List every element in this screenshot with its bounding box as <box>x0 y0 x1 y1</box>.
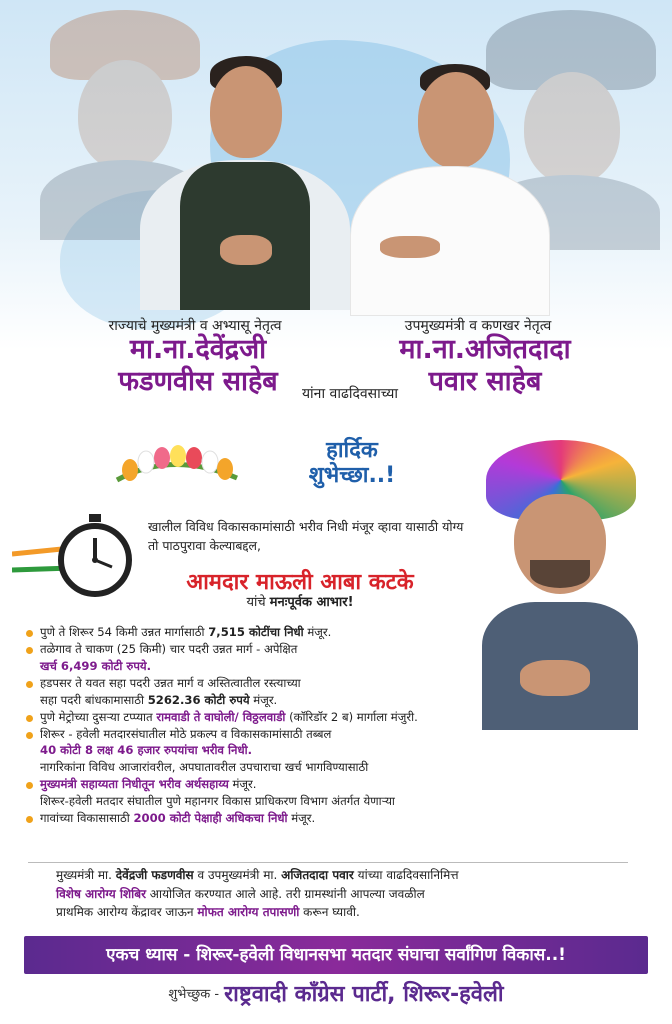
list-item: पुणे ते शिरूर 54 किमी उन्नत मार्गासाठी 7,515 कोटींचा निधी मंजूर. <box>26 624 586 641</box>
slogan-banner: एकच ध्यास - शिरूर-हवेली विधानसभा मतदार संघाचा सर्वांगिण विकास..! <box>24 936 648 974</box>
right-leader-title: उपमुख्यमंत्री व कणखर नेतृत्व <box>404 318 552 334</box>
list-item-continuation: 40 कोटी 8 लक्ष 46 हजार रुपयांचा भरीव निधी. <box>40 743 252 758</box>
left-leader-name-line1: मा.ना.देवेंद्रजी <box>129 334 267 365</box>
wishes-line: यांना वाढदिवसाच्या <box>301 386 399 402</box>
flowers-icon <box>112 440 242 490</box>
list-item-continuation: खर्च 6,499 कोटी रुपये. <box>40 658 152 673</box>
right-leader-name-line1: मा.ना.अजितदादा <box>399 334 571 365</box>
section-divider <box>28 862 628 863</box>
left-leader-name-line2: फडणवीस साहेब <box>118 366 278 397</box>
health-camp-notice: मुख्यमंत्री मा. देवेंद्रजी फडणवीस व उपमुख्यमंत्री मा. अजितदादा पवार यांच्या वाढदिवसानिमित्त विशेष आरोग्य शिबिर आयोजित करण्यात आले आहे. तरी ग्रामस्थांनी आपल्या जवळील प्राथमिक आरोग्य केंद्रावर जाऊन मोफत आरोग्य तपासणी करून घ्यावी. <box>56 868 459 920</box>
greeting-text <box>272 438 432 489</box>
footer-prefix: शुभेच्छुक - <box>168 987 220 1002</box>
clock-icon <box>52 512 138 598</box>
list-item-continuation: नागरिकांना विविध आजारांवरील, अपघातावरील उपचाराचा खर्च भागविण्यासाठी <box>40 760 369 775</box>
photo-left-leader <box>140 50 350 300</box>
list-item: मुख्यमंत्री सहाय्यता निधीतून भरीव अर्थसहाय्य मंजूर. <box>26 776 586 793</box>
party-name: राष्ट्रवादी काँग्रेस पार्टी, शिरूर-हवेली <box>224 982 504 1007</box>
footer <box>0 978 672 1024</box>
mla-name: आमदार माऊली आबा कटके <box>186 570 414 595</box>
intro-message: खालील विविध विकासकामांसाठी भरीव निधी मंजूर व्हावा यासाठी योग्य तो पाठपुरावा केल्याबद्दल, <box>148 519 464 553</box>
list-item-continuation: शिरूर-हवेली मतदार संघातील पुणे महानगर विकास प्राधिकरण विभाग अंतर्गत येणाऱ्या <box>40 794 395 809</box>
list-item-continuation: सहा पदरी बांधकामासाठी 5262.36 कोटी रुपये मंजूर. <box>40 692 278 707</box>
list-item: तळेगाव ते चाकण (25 किमी) चार पदरी उन्नत मार्ग - अपेक्षित <box>26 641 586 658</box>
list-item: हडपसर ते यवत सहा पदरी उन्नत मार्ग व अस्तित्वातील रस्त्याच्या <box>26 675 586 692</box>
list-item: पुणे मेट्रोच्या दुसऱ्या टप्प्यात रामवाडी ते वाघोली/ विठ्ठलवाडी (कॉरिडॉर 2 ब) मार्गाला मंजुरी. <box>26 709 586 726</box>
right-leader-name-line2: पवार साहेब <box>428 366 542 397</box>
thanks-prefix: यांचे <box>246 595 266 610</box>
left-leader-title: राज्याचे मुख्यमंत्री व अभ्यासू नेतृत्व <box>108 318 282 334</box>
list-item: शिरूर - हवेली मतदारसंघातील मोठे प्रकल्प व विकासकामांसाठी तब्बल <box>26 726 586 743</box>
achievement-list <box>26 624 586 827</box>
greeting-hardik: हार्दिक <box>326 438 378 463</box>
photo-right-leader <box>350 56 550 306</box>
greeting-shubhechha: शुभेच्छा..! <box>308 463 396 489</box>
list-item: गावांच्या विकासासाठी 2000 कोटी पेक्षाही अधिकचा निधी मंजूर. <box>26 810 586 827</box>
thanks-line <box>150 592 450 610</box>
thanks-bold: मनःपूर्वक आभार! <box>269 595 354 610</box>
